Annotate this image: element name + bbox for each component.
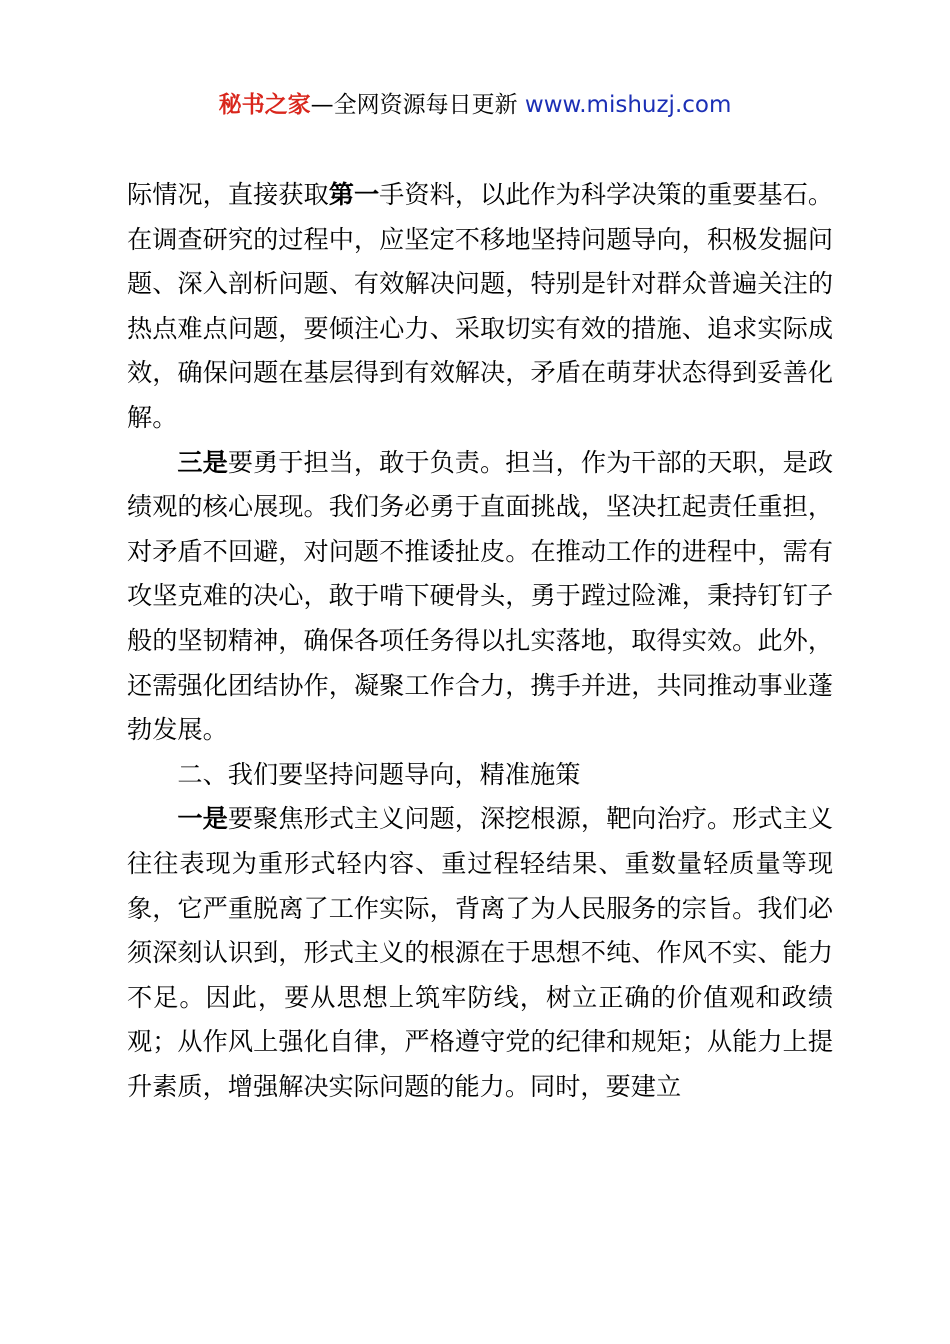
paragraph-1-text-pre: 际情况，直接获取	[127, 180, 329, 209]
paragraph-3-lead: 一是	[177, 804, 228, 834]
paragraph-3-text: 要聚焦形式主义问题，深挖根源，靶向治疗。形式主义往往表现为重形式轻内容、重过程轻结果、重数量轻质量等现象，它严重脱离了工作实际，背离了为人民服务的宗旨。我们必须深刻认识到，形式主义的根源在于思想不纯、作风不实、能力不足。因此，要从思想上筑牢防线，树立正确的价值观和政绩观；从作风上强化自律，严格遵守党的纪律和规矩；从能力上提升素质，增强解决实际问题的能力。同时，要建立	[127, 804, 834, 1101]
site-slogan: —全网资源每日更新	[310, 92, 525, 118]
paragraph-3	[127, 797, 833, 1109]
paragraph-2-text: 要勇于担当，敢于负责。担当，作为干部的天职，是政绩观的核心展现。我们务必勇于直面挑战，坚决扛起责任重担，对矛盾不回避，对问题不推诿扯皮。在推动工作的进程中，需有攻坚克难的决心，敢于啃下硬骨头，勇于蹚过险滩，秉持钉钉子般的坚韧精神，确保各项任务得以扎实落地，取得实效。此外，还需强化团结协作，凝聚工作合力，携手并进，共同推动事业蓬勃发展。	[127, 447, 834, 745]
paragraph-2	[127, 441, 833, 753]
site-header	[0, 88, 950, 122]
site-brand: 秘书之家	[218, 92, 311, 118]
document-body	[127, 173, 833, 1109]
site-url[interactable]: www.mishuzj.com	[524, 92, 732, 118]
paragraph-1-text-post: 手资料，以此作为科学决策的重要基石。在调查研究的过程中，应坚定不移地坚持问题导向，积极发掘问题、深入剖析问题、有效解决问题，特别是针对群众普遍关注的热点难点问题，要倾注心力、采取切实有效的措施、追求实际成效，确保问题在基层得到有效解决，矛盾在萌芽状态得到妥善化解。	[127, 180, 834, 432]
paragraph-1	[127, 173, 833, 441]
paragraph-1-emphasis: 第一	[328, 180, 380, 209]
paragraph-2-lead: 三是	[177, 447, 228, 477]
section-heading: 二、我们要坚持问题导向，精准施策	[177, 759, 581, 789]
